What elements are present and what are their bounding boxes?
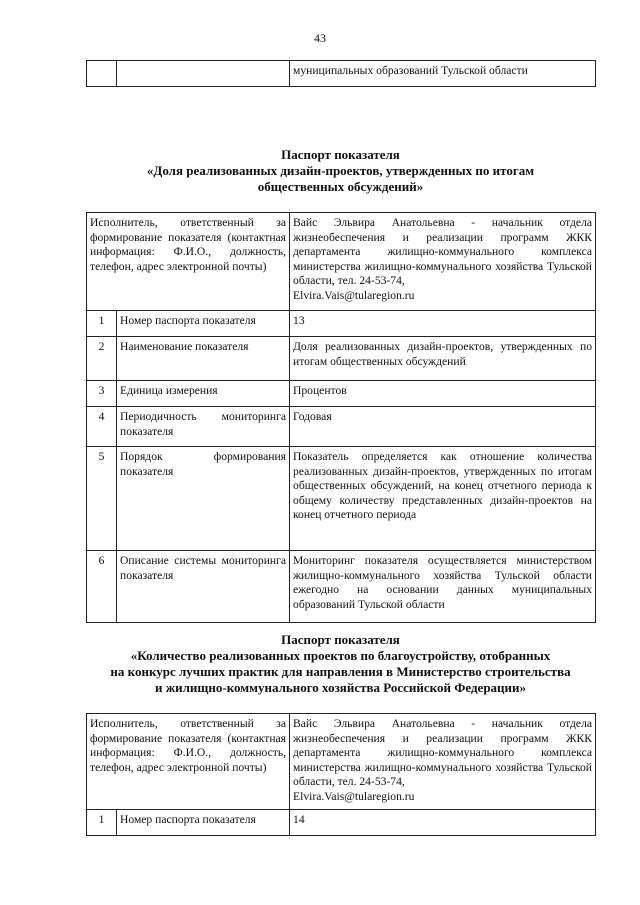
row-label: Периодичность мониторинга показателя [117,407,290,447]
executor-label: Исполнитель, ответственный за формирование показателя (контактная информация: Ф.И.О., должность, телефон, адрес электронной почты) [87,213,290,311]
row-number: 1 [87,311,117,337]
executor-email: Elvira.Vais@tularegion.ru [293,789,415,803]
executor-value [290,714,596,810]
row-label: Номер паспорта показателя [117,810,290,836]
passport-14-title: Паспорт показателя «Количество реализованных проектов по благоустройству, отобранных на конкурс лучших практик для направления в Министерство строительства и жилищно-коммунального хозяйства Российской Федерации» [110,632,571,695]
row-number: 5 [87,447,117,551]
table-row [87,337,596,381]
row-label: Наименование показателя [117,337,290,381]
table-row [87,810,596,836]
row-label: Описание системы мониторинга показателя [117,551,290,623]
table-row [87,61,596,87]
passport-14-table [86,713,596,836]
row-value: Процентов [290,381,596,407]
executor-row [87,213,596,311]
row-number: 2 [87,337,117,381]
row-number: 1 [87,810,117,836]
executor-email: Elvira.Vais@tularegion.ru [293,288,415,302]
continued-table-fragment [86,60,596,87]
executor-label: Исполнитель, ответственный за формирование показателя (контактная информация: Ф.И.О., должность, телефон, адрес электронной почты) [87,714,290,810]
executor-row [87,714,596,810]
table-row [87,381,596,407]
row-label: Единица измерения [117,381,290,407]
page-number: 43 [314,31,326,45]
passport-13-title: Паспорт показателя «Доля реализованных дизайн-проектов, утвержденных по итогам общественных обсуждений» [146,147,535,194]
row-value: 13 [290,311,596,337]
row-value: 14 [290,810,596,836]
row-value: Годовая [290,407,596,447]
row-value: Доля реализованных дизайн-проектов, утвержденных по итогам общественных обсуждений [290,337,596,381]
table-row [87,407,596,447]
passport-13-table [86,212,596,623]
executor-description: Вайс Эльвира Анатольевна - начальник отдела жизнеобеспечения и реализации программ ЖКК департамента жилищно-коммунального комплекса министерства жилищно-коммунального хозяйства Тульской области, тел. 24-53-74, [293,717,593,789]
row-number: 3 [87,381,117,407]
row-label: Порядок формирования показателя [117,447,290,551]
row-value: Мониторинг показателя осуществляется министерством жилищно-коммунального хозяйства Тульской области ежегодно на основании данных муниципальных образований Тульской области [290,551,596,623]
num-cell [87,61,117,87]
row-value: Показатель определяется как отношение количества реализованных дизайн-проектов, утвержденных по итогам общественных обсуждений, на конец отчетного периода к общему количеству представленных дизайн-проектов на конец отчетного периода [290,447,596,551]
row-number: 6 [87,551,117,623]
table-row [87,551,596,623]
table-row [87,447,596,551]
row-number: 4 [87,407,117,447]
executor-description: Вайс Эльвира Анатольевна - начальник отдела жизнеобеспечения и реализации программ ЖКК департамента жилищно-коммунального комплекса министерства жилищно-коммунального хозяйства Тульской области, тел. 24-53-74, [293,216,593,288]
row-label: Номер паспорта показателя [117,311,290,337]
table-row [87,311,596,337]
executor-value [290,213,596,311]
value-cell: муниципальных образований Тульской области [290,61,596,87]
label-cell [117,61,290,87]
